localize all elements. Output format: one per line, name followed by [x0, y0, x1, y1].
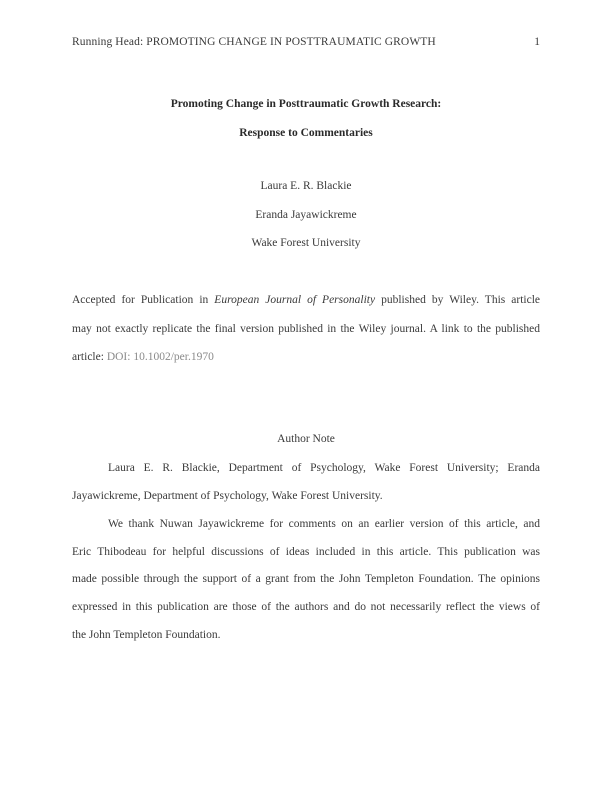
- title-line-2: Response to Commentaries: [239, 127, 373, 139]
- title-line-1: Promoting Change in Posttraumatic Growth Research:: [170, 98, 442, 110]
- author-name-2: Eranda Jayawickreme: [255, 209, 357, 221]
- acceptance-prefix: Accepted for Publication in: [72, 294, 215, 306]
- author-note-p2-line-2: Eric Thibodeau for helpful discussions of ideas included in this article. This publication was: [72, 546, 540, 558]
- author-note-p2-line-4: expressed in this publication are those of the authors and do not necessarily reflect the views of: [72, 601, 540, 613]
- author-note-p2-line-5: the John Templeton Foundation.: [72, 629, 221, 641]
- acceptance-suffix: published by Wiley. This article: [375, 294, 540, 306]
- author-name-1: Laura E. R. Blackie: [260, 180, 352, 192]
- author-note-p1-line-1: Laura E. R. Blackie, Department of Psychology, Wake Forest University; Eranda: [108, 462, 540, 474]
- running-head: Running Head: PROMOTING CHANGE IN POSTTRAUMATIC GROWTH: [72, 36, 436, 48]
- acceptance-line-1: [72, 294, 540, 306]
- journal-name: European Journal of Personality: [214, 294, 376, 306]
- author-affiliation: Wake Forest University: [251, 237, 361, 249]
- page-number: 1: [534, 36, 540, 48]
- acceptance-line-2: may not exactly replicate the final version published in the Wiley journal. A link to the published: [72, 323, 540, 335]
- acceptance-line-3-prefix: article:: [72, 351, 107, 363]
- doi-link[interactable]: DOI: 10.1002/per.1970: [106, 351, 214, 363]
- author-note-p2-line-3: made possible through the support of a grant from the John Templeton Foundation. The opinions: [72, 573, 540, 585]
- acceptance-line-3: [72, 351, 540, 363]
- author-note-heading: Author Note: [277, 433, 335, 445]
- author-note-p1-line-2: Jayawickreme, Department of Psychology, Wake Forest University.: [72, 490, 383, 502]
- author-note-p2-line-1: We thank Nuwan Jayawickreme for comments on an earlier version of this article, and: [108, 518, 540, 530]
